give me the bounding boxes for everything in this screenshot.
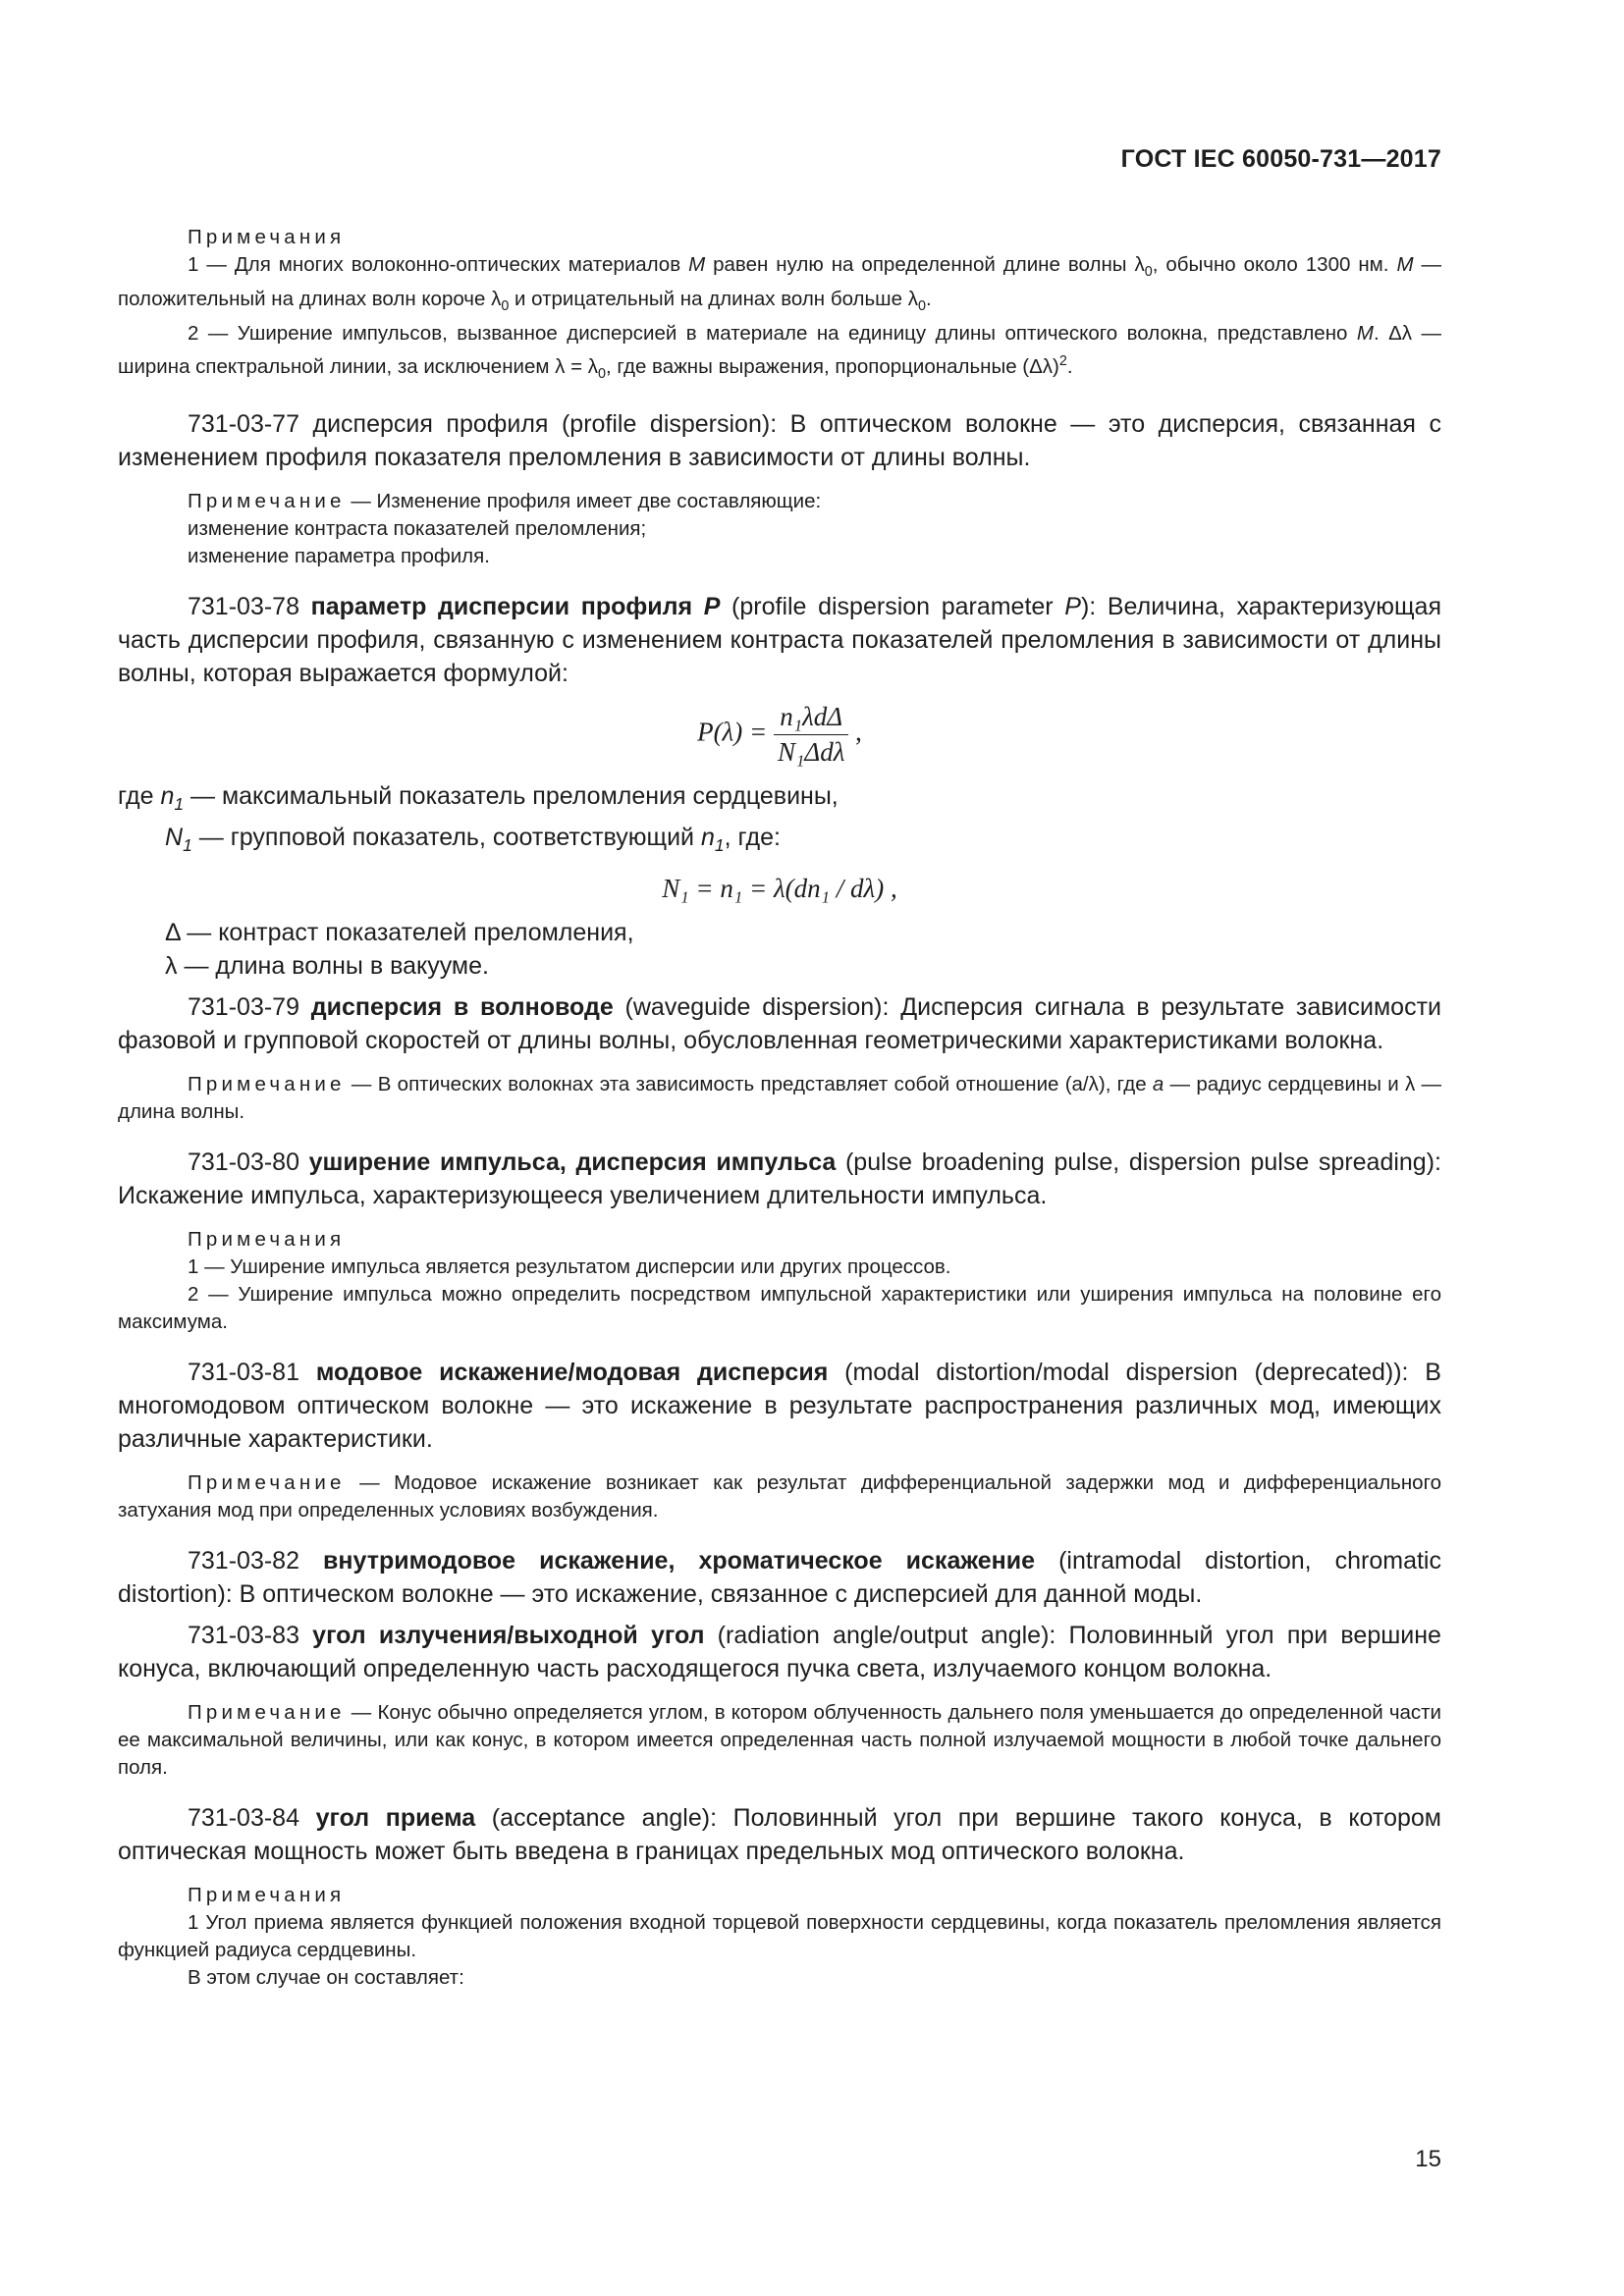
note-item: 1 Угол приема является функцией положения входной торцевой поверхности сердцевины, когда показатель преломления является функцией радиуса сердцевины. [118,1911,1441,1962]
term-731-03-78: 731-03-78 параметр дисперсии профиля P (profile dispersion parameter P): Величина, характеризующая часть дисперсии профиля, связанную с изменением контраста показателей преломления в зависимости от длины волны, которая выражается формулой: [118,593,1441,688]
note-item: 1 — Для многих волоконно-оптических материалов M равен нулю на определенной длине волны $\lambda_0$, обычно около 1300 нм. M — положительный на длинах волн короче $\lambda_0$ и отрицательный на длинах волн больше $\lambda_0$. [118,253,1442,315]
document-id-header: ГОСТ IEC 60050-731—2017 [1120,145,1441,173]
notes-heading: Примечания [188,226,346,248]
where-line: $N_1$ — групповой показатель, соответствующий $n_1$, где: [165,824,781,856]
note-item: 2 — Уширение импульса можно определить посредством импульсной характеристики или уширения импульса на половине его максимума. [118,1283,1441,1334]
notes-731-03-80 [118,1226,1441,1336]
note-heading: Примечание [188,1701,346,1725]
term-731-03-80: 731-03-80 уширение импульса, дисперсия импульса (pulse broadening pulse, dispersion pulse spreading): Искажение импульса, характеризующееся увеличением длительности импульса. [118,1148,1441,1210]
note-heading: Примечание [188,1073,346,1096]
notes-heading: Примечания [188,1884,346,1907]
where-line: Δ — контраст показателей преломления, [165,919,634,947]
fraction: $\frac{\text{n₁λdΔ}}{\text{N₁Δdλ}}$ [774,702,848,768]
note-731-03-77: Примечание — Изменение профиля имеет две составляющие: изменение контраста показателей преломления; изменение параметра профиля. [118,488,1441,570]
note-item: В этом случае он составляет: [188,1966,464,1990]
formula-group-index: N₁ = n₁ = λ(dn₁ / dλ) , [662,874,897,904]
note-731-03-79: Примечание — В оптических волокнах эта зависимость представляет собой отношение (a/λ), где a — радиус сердцевины и λ — длина волны. [118,1073,1441,1124]
term-731-03-77: 731-03-77 дисперсия профиля (profile dispersion): В оптическом волокне — это дисперсия, связанная с изменением профиля показателя преломления в зависимости от длины волны. [118,410,1441,472]
page-content [118,224,1441,1992]
where-line: где $n_1$ — максимальный показатель преломления сердцевины, [118,782,839,815]
page-number: 15 [1415,2146,1441,2172]
note-heading: Примечание [188,1471,346,1495]
formula-profile-dispersion: P(λ) = $\frac{\text{n₁λdΔ}}{\text{N₁Δdλ}}$ , [697,702,862,768]
note-731-03-81: Примечание — Модовое искажение возникает как результат дифференциальной задержки мод и дифференциального затухания мод при определенных условиях возбуждения. [118,1471,1441,1522]
note-line: изменение параметра профиля. [188,545,490,568]
note-line: изменение контраста показателей преломления; [188,517,647,541]
notes-heading: Примечания [188,1228,346,1252]
term-731-03-83: 731-03-83 угол излучения/выходной угол (radiation angle/output angle): Половинный угол при вершине конуса, включающий определенную часть расходящегося пучка света, излучаемого концом волокна. [118,1622,1441,1683]
notes-block [118,224,1441,388]
term-731-03-81: 731-03-81 модовое искажение/модовая дисперсия (modal distortion/modal dispersion (deprecated)): В многомодовом оптическом волокне — это искажение в результате распространения различных мод, имеющих различные характеристики. [118,1359,1441,1454]
note-heading: Примечание [188,490,346,513]
term-731-03-82: 731-03-82 внутримодовое искажение, хроматическое искажение (intramodal distortion, chromatic distortion): В оптическом волокне — это искажение, связанное с дисперсией для данной моды. [118,1547,1441,1609]
term-731-03-79: 731-03-79 дисперсия в волноводе (waveguide dispersion): Дисперсия сигнала в результате зависимости фазовой и групповой скоростей от длины волны, обусловленная геометрическими характеристиками волокна. [118,993,1441,1055]
note-item: 2 — Уширение импульсов, вызванное дисперсией в материале на единицу длины оптического волокна, представлено M. Δλ — ширина спектральной линии, за исключением $\lambda = \lambda_0$, где важны выражения, пропорциональные $(\Delta\lambda)^2$. [118,322,1442,383]
note-731-03-83: Примечание — Конус обычно определяется углом, в котором облученность дальнего поля уменьшается до определенной части ее максимальной величины, или как конус, в котором имеется определенная часть полной излучаемой мощности в любой точке дальнего поля. [118,1701,1441,1780]
where-line: λ — длина волны в вакууме. [165,952,489,981]
term-731-03-84: 731-03-84 угол приема (acceptance angle): Половинный угол при вершине такого конуса, в котором оптическая мощность может быть введена в границах предельных мод оптического волокна. [118,1804,1441,1866]
note-item: 1 — Уширение импульса является результатом дисперсии или других процессов. [188,1255,951,1279]
notes-731-03-84 [118,1882,1441,1992]
